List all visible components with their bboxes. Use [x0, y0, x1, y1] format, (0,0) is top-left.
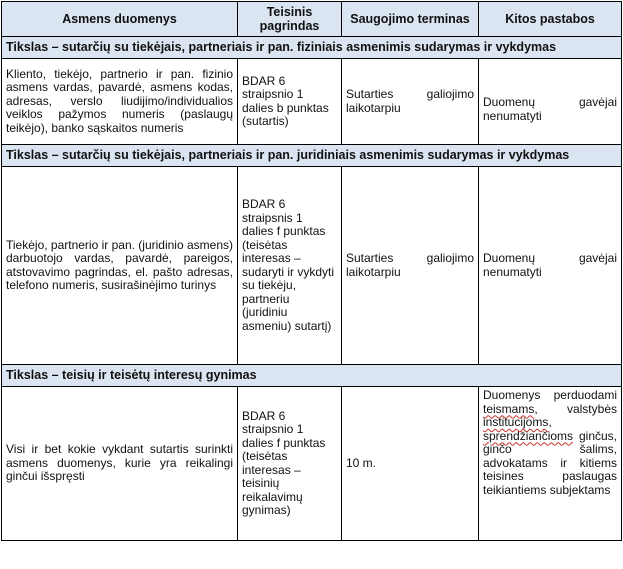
- personal-data-table: [1, 1, 622, 541]
- notes-cell: Duomenų gavėjai nenumatyti: [479, 167, 622, 365]
- header-retention-term: Saugojimo terminas: [342, 2, 479, 37]
- table-row: [2, 59, 622, 145]
- retention-term-cell: Sutarties galiojimo laikotarpiu: [342, 167, 479, 365]
- header-legal-basis: Teisinis pagrindas: [238, 2, 342, 37]
- notes-text: , valstybės: [534, 401, 617, 416]
- personal-data-cell: Visi ir bet kokie vykdant sutartis surinkti asmens duomenys, kurie yra reikalingi ginčui išspręsti: [2, 387, 238, 541]
- notes-text-flagged: sprendžiančioms: [483, 428, 574, 443]
- header-other-notes: Kitos pastabos: [479, 2, 622, 37]
- retention-term-cell: Sutarties galiojimo laikotarpiu: [342, 59, 479, 145]
- personal-data-cell: Kliento, tiekėjo, partnerio ir pan. fizinio asmens vardas, pavardė, asmens kodas, adresas, verslo liudijimo/individualios veiklos pažymos numeris (paslaugų teikėjo), banko sąskaitos numeris: [2, 59, 238, 145]
- legal-basis-cell: BDAR 6 straipsnio 1 dalies f punktas (teisėtas interesas – teisinių reikalavimų gynimas): [238, 387, 342, 541]
- section-title: Tikslas – teisių ir teisėtų interesų gynimas: [2, 365, 622, 387]
- section-title: Tikslas – sutarčių su tiekėjais, partneriais ir pan. fiziniais asmenimis sudarymas ir vykdymas: [2, 37, 622, 59]
- notes-text: Duomenys perduodami: [483, 388, 617, 402]
- notes-cell: [479, 387, 622, 541]
- retention-term-cell: 10 m.: [342, 387, 479, 541]
- table-row: [2, 167, 622, 365]
- notes-text-flagged: teismams: [483, 401, 535, 416]
- section-title-row: [2, 365, 622, 387]
- section-title-row: [2, 145, 622, 167]
- personal-data-cell: Tiekėjo, partnerio ir pan. (juridinio asmens) darbuotojo vardas, pavardė, pareigos, atstovavimo pagrindas, el. pašto adresas, telefono numeris, susirašinėjimo turinys: [2, 167, 238, 365]
- notes-text: ,: [548, 415, 552, 429]
- notes-text-flagged: institucijoms: [483, 415, 549, 429]
- table-row: [2, 387, 622, 541]
- section-title: Tikslas – sutarčių su tiekėjais, partneriais ir pan. juridiniais asmenimis sudarymas ir vykdymas: [2, 145, 622, 167]
- table-header-row: [2, 2, 622, 37]
- legal-basis-cell: BDAR 6 straipsnis 1 dalies f punktas (teisėtas interesas – sudaryti ir vykdyti su tiekėju, partneriu (juridiniu asmeniu) sutartį): [238, 167, 342, 365]
- legal-basis-cell: BDAR 6 straipsnio 1 dalies b punktas (sutartis): [238, 59, 342, 145]
- notes-cell: Duomenų gavėjai nenumatyti: [479, 59, 622, 145]
- section-title-row: [2, 37, 622, 59]
- notes-text: ginčus, ginčo šalims, advokatams ir kitiems teisines paslaugas teikiantiems subjektams: [483, 428, 617, 497]
- header-personal-data: Asmens duomenys: [2, 2, 238, 37]
